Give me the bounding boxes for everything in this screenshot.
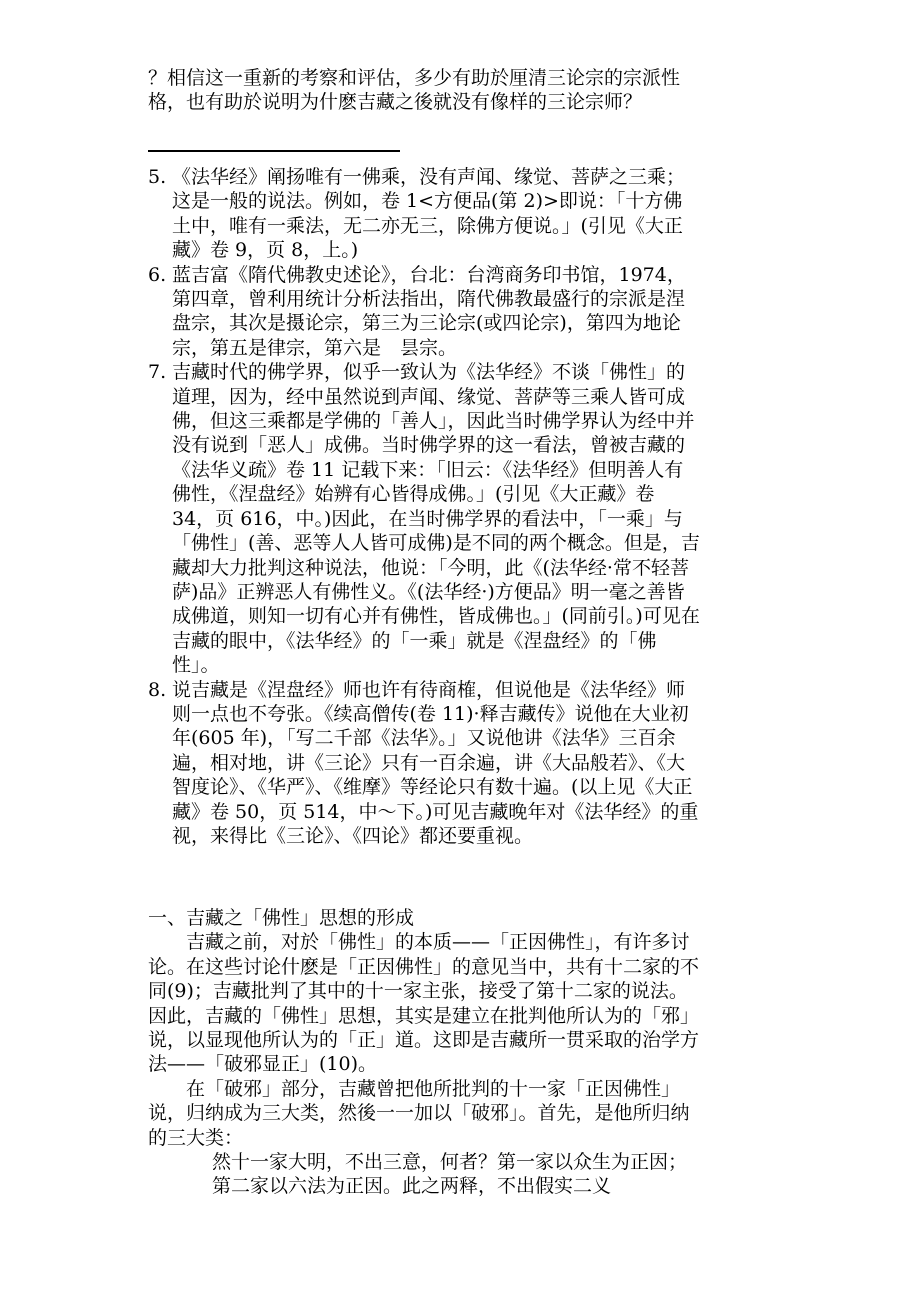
footnote-7: [148, 360, 700, 677]
footnote-number: 5.: [148, 166, 167, 188]
footnote-6: [148, 263, 700, 361]
body-paragraph: 在「破邪」部分，吉藏曾把他所批判的十一家「正因佛性」说，归纳成为三大类，然後一一加以「破邪」。首先，是他所归纳的三大类：: [148, 1077, 690, 1149]
section-one: [148, 906, 700, 1199]
footnote-8: [148, 678, 700, 849]
footnote-text: 吉藏时代的佛学界，似乎一致认为《法华经》不谈「佛性」的道理，因为，经中虽然说到声闻、缘觉、菩萨等三乘人皆可成佛，但这三乘都是学佛的「善人」，因此当时佛学界认为经中并没有说到「恶人」成佛。当时佛学界的这一看法，曾被吉藏的《法华义疏》卷 11 记载下来：「旧云：《法华经》但明善人有佛性，《涅盘经》始辨有心皆得成佛。」(引见《大正藏》卷 34，页 616，中。)因此，在当时佛学界的看法中，「一乘」与「佛性」(善、恶等人人皆可成佛)是不同的两个概念。但是，吉藏却大力批判这种说法，他说：「今明，此《(法华经·常不轻菩萨)品》正辨恶人有佛性义。《(法华经·)方便品》明一毫之善皆成佛道，则知一切有心并有佛性，皆成佛也。」(同前引。)可见在吉藏的眼中，《法华经》的「一乘」就是《涅盘经》的「佛性」。: [172, 361, 700, 677]
footnotes: [148, 165, 700, 848]
footnote-number: 6.: [148, 263, 167, 286]
footnote-text: 《法华经》阐扬唯有一佛乘，没有声闻、缘觉、菩萨之三乘；这是一般的说法。例如，卷 1<方便品(第 2)>即说：「十方佛土中，唯有一乘法，无二亦无三，除佛方便说。」(引见《大正藏》卷 9，页 8，上。): [172, 166, 686, 262]
footnote-number: 8.: [148, 678, 167, 701]
footnote-separator: [148, 150, 400, 152]
block-quote: 然十一家大明，不出三意，何者？第一家以众生为正因；第二家以六法为正因。此之两释，不出假实二义: [212, 1151, 688, 1198]
body-paragraph: 吉藏之前，对於「佛性」的本质——「正因佛性」，有许多讨论。在这些讨论什麽是「正因佛性」的意见当中，共有十二家的不同(9)；吉藏批判了其中的十一家主张，接受了第十二家的说法。因此，吉藏的「佛性」思想，其实是建立在批判他所认为的「邪」说，以显现他所认为的「正」道。这即是吉藏所一贯采取的治学方法——「破邪显正」(10)。: [148, 931, 700, 1076]
footnote-text: 蓝吉富《隋代佛教史述论》，台北：台湾商务印书馆，1974，第四章，曾利用统计分析法指出，隋代佛教最盛行的宗派是涅盘宗，其次是摄论宗，第三为三论宗(或四论宗)，第四为地论宗，第五是律宗，第六是 昙宗。: [172, 263, 686, 359]
footnote-5: [148, 165, 700, 263]
footnote-text: 说吉藏是《涅盘经》师也许有待商榷，但说他是《法华经》师则一点也不夸张。《续高僧传(卷 11)·释吉藏传》说他在大业初年(605 年)，「写二千部《法华》。」又说他讲《法华》三百余遍，相对地，讲《三论》只有一百余遍，讲《大品般若》、《大智度论》、《华严》、《维摩》等经论只有数十遍。(以上见《大正藏》卷 50，页 514，中～下。)可见吉藏晚年对《法华经》的重视，来得比《三论》、《四论》都还要重视。: [172, 678, 699, 847]
lead-paragraph: ？相信这一重新的考察和评估，多少有助於厘清三论宗的宗派性格，也有助於说明为什麽吉藏之後就没有像样的三论宗师？: [148, 67, 681, 114]
section-heading: 一、吉藏之「佛性」思想的形成: [148, 907, 415, 929]
footnote-number: 7.: [148, 361, 167, 384]
